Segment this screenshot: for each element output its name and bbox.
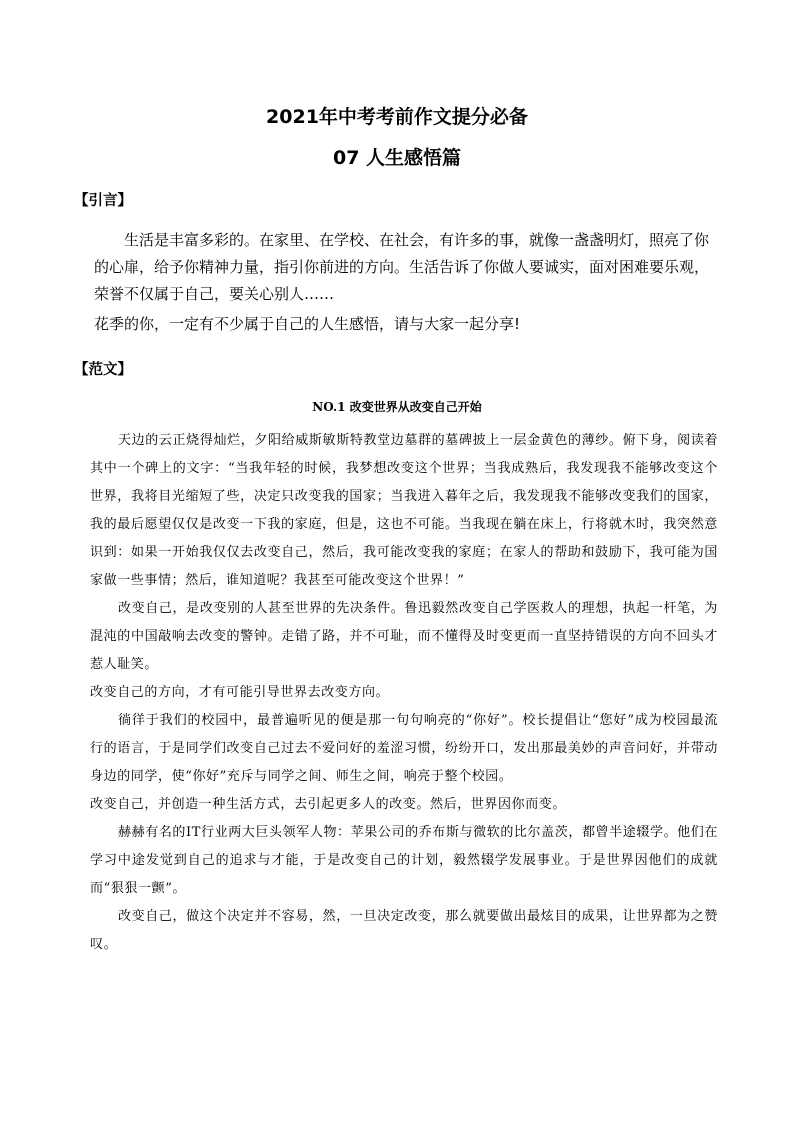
essay-paragraph-1: 天边的云正烧得灿烂，夕阳给威斯敏斯特教堂边墓群的墓碑披上一层金黄色的薄纱。俯下身，阅读着其中一个碑上的文字：“当我年轻的时候，我梦想改变这个世界；当我成熟后，我发现我不能够改变这个世界，我将目光缩短了些，决定只改变我的国家；当我进入暮年之后，我发现我不能够改变我们的国家，我的最后愿望仅仅是改变一下我的家庭，但是，这也不可能。当我现在躺在床上，行将就木时，我突然意识到：如果一开始我仅仅去改变自己，然后，我可能改变我的家庭；在家人的帮助和鼓励下，我可能为国家做一些事情；然后，谁知道呢？我甚至可能改变这个世界！” bbox=[90, 433, 718, 588]
intro-paragraph-1: 生活是丰富多彩的。在家里、在学校、在社会，有许多的事，就像一盏盏明灯，照亮了你的心扉，给予你精神力量，指引你前进的方向。生活告诉了你做人要诚实，面对困难要乐观，荣誉不仅属于自己，要关心别人…… bbox=[94, 231, 710, 303]
essay-paragraph-7: 改变自己，做这个决定并不容易，然，一旦决定改变，那么就要做出最炫目的成果，让世界都为之赞叹。 bbox=[90, 909, 718, 952]
essay-paragraph-4: 徜徉于我们的校园中，最普遍听见的便是那一句句响亮的“你好”。校长提倡让“您好”成为校园最流行的语言，于是同学们改变自己过去不爱问好的羞涩习惯，纷纷开口，发出那最美妙的声音问好，并带动身边的同学，使“你好”充斥与同学之间、师生之间，响亮于整个校园。 bbox=[90, 713, 718, 784]
intro-section bbox=[94, 227, 714, 338]
intro-label: 【引言】 bbox=[74, 193, 132, 209]
sample-label: 【范文】 bbox=[74, 362, 132, 378]
document-title: 2021年中考考前作文提分必备 bbox=[266, 106, 528, 128]
document-subtitle: 07 人生感悟篇 bbox=[332, 147, 462, 169]
essay-paragraph-3: 改变自己的方向，才有可能引导世界去改变方向。 bbox=[90, 685, 390, 700]
essay-paragraph-2: 改变自己，是改变别的人甚至世界的先决条件。鲁迅毅然改变自己学医救人的理想，执起一杆笔，为混沌的中国敲响去改变的警钟。走错了路，并不可耻，而不懂得及时变更而一直坚持错误的方向不回头才惹人耻笑。 bbox=[90, 601, 718, 672]
intro-paragraph-2: 花季的你，一定有不少属于自己的人生感悟，请与大家一起分享! bbox=[94, 315, 521, 333]
essay-paragraph-5: 改变自己，并创造一种生活方式，去引起更多人的改变。然后，世界因你而变。 bbox=[90, 797, 567, 812]
essay-body bbox=[90, 427, 718, 959]
essay-paragraph-6: 赫赫有名的IT行业两大巨头领军人物：苹果公司的乔布斯与微软的比尔盖茨，都曾半途辍学。他们在学习中途发觉到自己的追求与才能，于是改变自己的计划，毅然辍学发展事业。于是世界因他们的成就而“狠狠一颤”。 bbox=[90, 825, 718, 896]
essay-title: NO.1 改变世界从改变自己开始 bbox=[312, 400, 482, 414]
